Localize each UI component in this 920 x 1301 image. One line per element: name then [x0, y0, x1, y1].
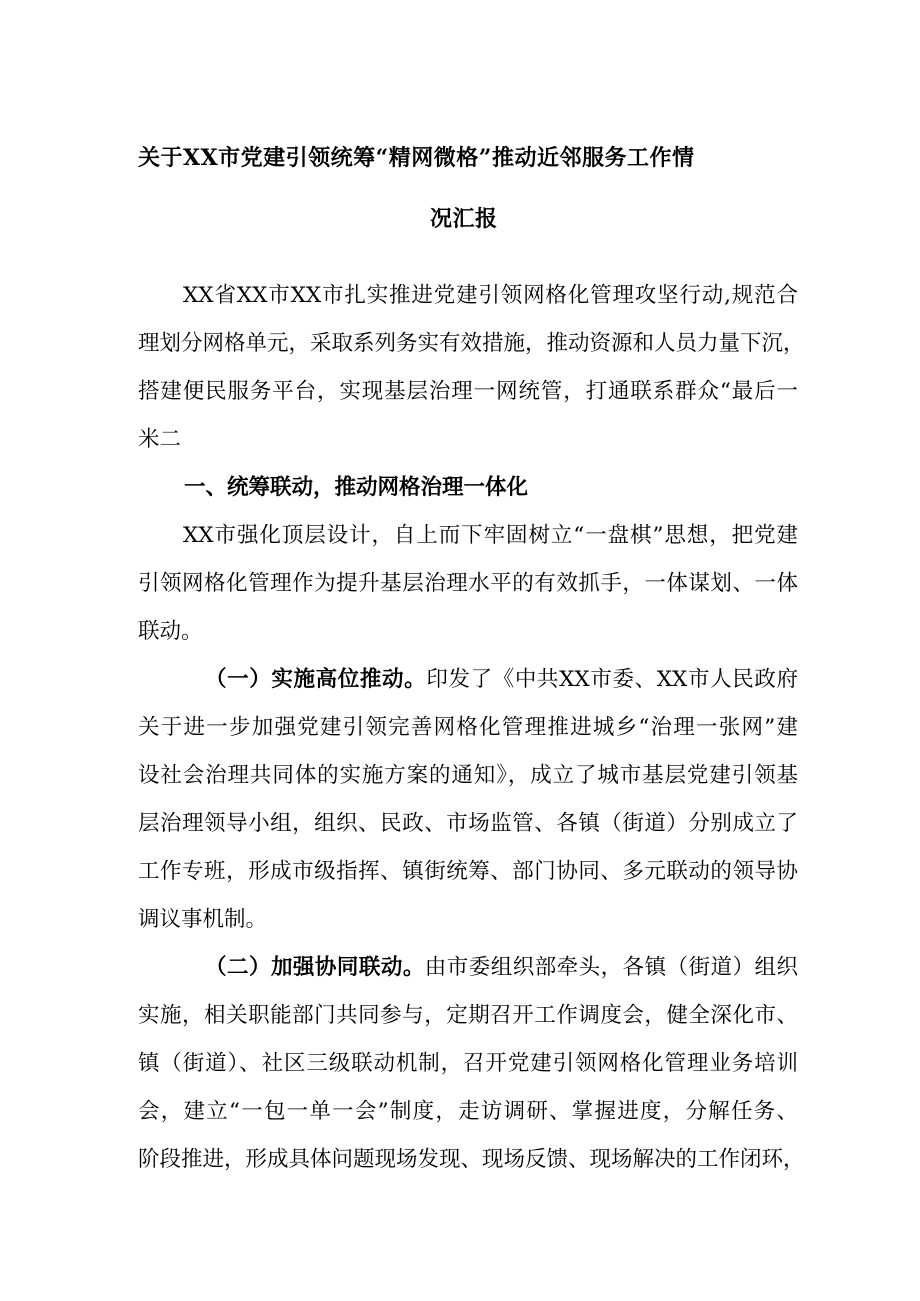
item2-line: 阶段推进，形成具体问题现场发现、现场反馈、现场解决的工作闭环，: [138, 1147, 805, 1172]
item1-first-line: [205, 665, 798, 695]
item1-line: 设社会治理共同体的实施方案的通知》，成立了城市基层党建引领基: [138, 763, 798, 788]
document-title-line-2: 况汇报: [430, 206, 498, 232]
item2-line: 镇（街道）、社区三级联动机制，召开党建引领网格化管理业务培训: [138, 1051, 798, 1076]
item1-label: （一）实施高位推动。: [205, 667, 427, 692]
section1-line: XX市强化顶层设计，自上而下牢固树立“一盘棋”思想，把党建: [183, 523, 798, 548]
intro-line: 理划分网格单元，采取系列务实有效措施，推动资源和人员力量下沉，: [138, 331, 805, 356]
section-heading: 一、统筹联动，推动网格治理一体化: [184, 475, 529, 500]
item1-line: 关于进一步加强党建引领完善网格化管理推进城乡“治理一张网”建: [138, 715, 798, 740]
item1-line: 层治理领导小组，组织、民政、市场监管、各镇（街道）分别成立了: [138, 811, 798, 836]
section1-line: 引领网格化管理作为提升基层治理水平的有效抓手，一体谋划、一体: [138, 571, 798, 596]
intro-line: 搭建便民服务平台，实现基层治理一网统管，打通联系群众“最后一: [138, 379, 798, 404]
document-title-line-1: 关于XX市党建引领统筹“精网微格”推动近邻服务工作情: [138, 145, 695, 171]
item2-line: 实施，相关职能部门共同参与，定期召开工作调度会，健全深化市、: [138, 1003, 798, 1028]
item2-line: 会，建立“一包一单一会”制度，走访调研、掌握进度，分解任务、: [138, 1099, 798, 1124]
section1-line: 联动。: [138, 619, 203, 644]
item2-label: （二）加强协同联动。: [205, 955, 425, 980]
intro-line: 米二: [138, 427, 182, 452]
item1-first-text: 印发了《中共XX市委、XX市人民政府: [426, 667, 798, 692]
item1-line: 调议事机制。: [138, 907, 268, 932]
item2-first-text: 由市委组织部牵头，各镇（街道）组织: [424, 955, 798, 980]
item1-line: 工作专班，形成市级指挥、镇街统筹、部门协同、多元联动的领导协: [138, 859, 798, 884]
item2-first-line: [205, 953, 798, 983]
intro-line: XX省XX市XX市扎实推进党建引领网格化管理攻坚行动,规范合: [183, 283, 798, 308]
